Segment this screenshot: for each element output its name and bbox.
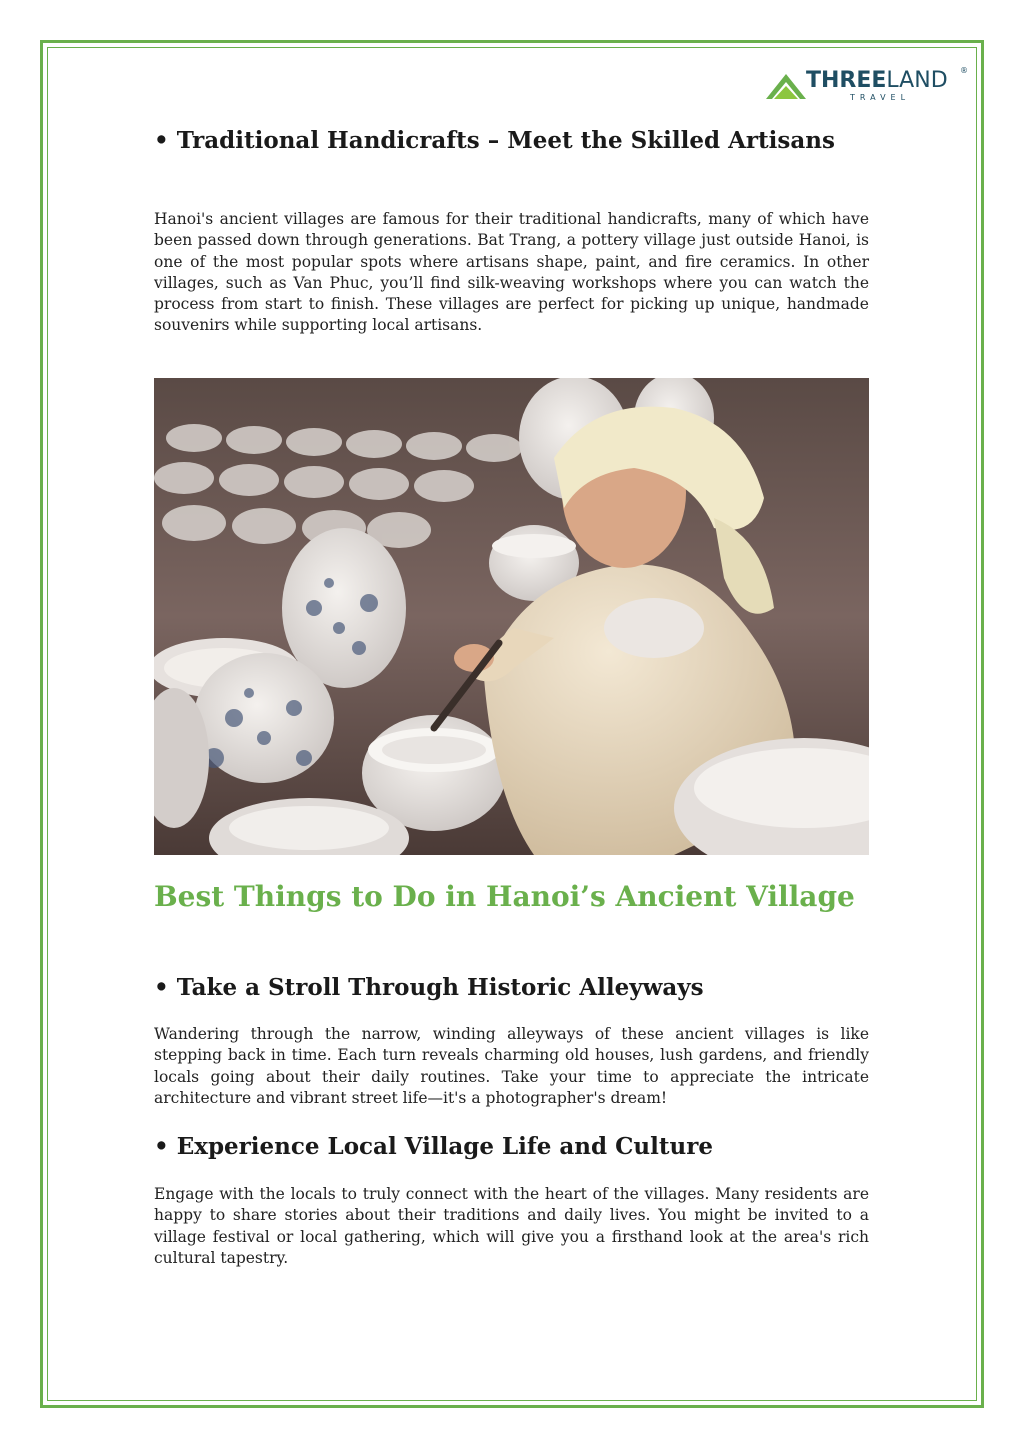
threeland-logo	[764, 66, 969, 106]
section-village-life-body-wrap	[154, 1184, 869, 1269]
section-handicrafts	[154, 125, 869, 157]
section-handicrafts-body-wrap	[154, 209, 869, 337]
artisan-painting-pottery-image	[154, 378, 869, 855]
pottery-artisan-photo	[154, 378, 869, 855]
section-heading-handicrafts: • Traditional Handicrafts – Meet the Skilled Artisans	[154, 127, 835, 154]
section-heading-alleyways: • Take a Stroll Through Historic Alleyways	[154, 974, 704, 1001]
paragraph-alleyways: Wandering through the narrow, winding alleyways of these ancient villages is like stepping back in time. Each turn reveals charming old houses, lush gardens, and friendly locals going about their daily routines. Take your time to appreciate the intricate architecture and vibrant street life—it's a photographer's dream!	[154, 1025, 869, 1107]
registered-mark: ®	[960, 66, 968, 75]
logo-wordmark: THREELAND	[806, 68, 948, 93]
logo-tagline: TRAVEL	[850, 93, 911, 102]
paragraph-village-life: Engage with the locals to truly connect with the heart of the villages. Many residents are happy to share stories about their traditions and daily lives. You might be invited to a village festival or local gathering, which will give you a firsthand look at the area's rich cultural tapestry.	[154, 1185, 869, 1267]
section-alleyways-body-wrap	[154, 1024, 869, 1109]
main-heading-wrap	[154, 878, 869, 915]
paragraph-handicrafts: Hanoi's ancient villages are famous for their traditional handicrafts, many of which have been passed down through generations. Bat Trang, a pottery village just outside Hanoi, is one of the most popular spots where artisans shape, paint, and fire ceramics. In other villages, such as Van Phuc, you’ll find silk-weaving workshops where you can watch the process from start to finish. These villages are perfect for picking up unique, handmade souvenirs while supporting local artisans.	[154, 210, 869, 335]
mountain-logo-icon	[764, 66, 810, 102]
main-heading-best-things: Best Things to Do in Hanoi’s Ancient Village	[154, 880, 855, 913]
section-alleyways	[154, 972, 869, 1004]
section-heading-village-life: • Experience Local Village Life and Culture	[154, 1133, 713, 1160]
section-village-life	[154, 1131, 869, 1163]
